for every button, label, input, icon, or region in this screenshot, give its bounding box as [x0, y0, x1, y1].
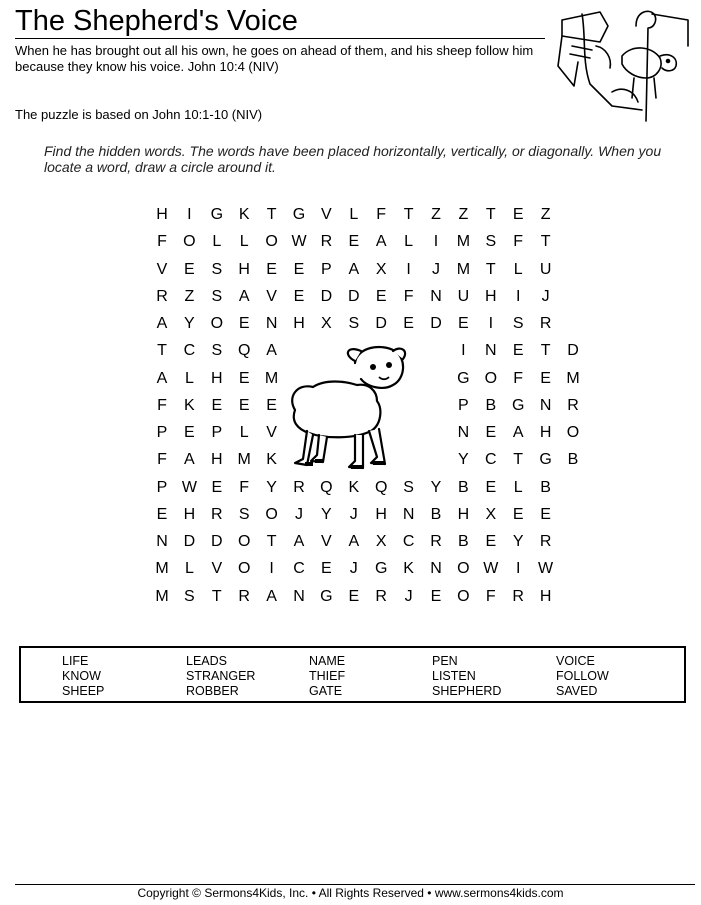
grid-letter[interactable]: P [156, 424, 168, 441]
grid-letter[interactable]: E [238, 369, 250, 387]
grid-letter[interactable]: I [488, 315, 494, 332]
grid-letter[interactable]: F [513, 233, 524, 251]
grid-letter[interactable]: R [211, 505, 223, 523]
grid-letter[interactable]: T [157, 342, 167, 360]
grid-letter[interactable]: D [183, 533, 196, 550]
grid-letter[interactable]: O [566, 424, 580, 441]
grid-letter[interactable]: Y [184, 315, 195, 332]
grid-letter[interactable]: L [239, 233, 249, 251]
grid-letter[interactable]: F [513, 369, 524, 387]
grid-letter[interactable]: P [156, 478, 168, 496]
grid-letter[interactable]: D [567, 342, 579, 360]
grid-letter[interactable]: O [457, 560, 470, 578]
word-list-item: SAVED [556, 684, 598, 698]
grid-letter[interactable]: M [456, 260, 471, 278]
grid-letter[interactable]: H [211, 451, 223, 469]
grid-letter[interactable]: H [156, 206, 168, 223]
grid-letter[interactable]: G [511, 396, 525, 414]
grid-letter[interactable]: S [485, 233, 497, 251]
grid-letter[interactable]: I [406, 260, 411, 278]
grid-letter[interactable]: M [237, 451, 251, 469]
grid-letter[interactable]: R [512, 587, 524, 605]
word-list-item: SHEPHERD [432, 684, 502, 698]
grid-letter[interactable]: O [183, 233, 196, 251]
grid-letter[interactable]: L [404, 233, 414, 251]
grid-letter[interactable]: B [430, 505, 442, 523]
grid-letter[interactable]: E [293, 260, 305, 278]
grid-letter[interactable]: B [458, 478, 469, 496]
word-list-item: SHEEP [62, 684, 105, 698]
grid-letter[interactable]: V [321, 533, 332, 550]
grid-letter[interactable]: O [237, 533, 251, 550]
grid-letter[interactable]: Y [430, 478, 442, 496]
grid-letter[interactable]: I [433, 233, 439, 251]
grid-letter[interactable]: A [348, 260, 360, 278]
grid-letter[interactable]: I [187, 206, 192, 223]
grid-letter[interactable]: V [266, 424, 277, 441]
grid-letter[interactable]: G [539, 451, 552, 469]
grid-letter[interactable]: N [457, 424, 470, 441]
grid-letter[interactable]: G [210, 206, 224, 223]
grid-letter[interactable]: N [430, 287, 442, 305]
grid-letter[interactable]: J [432, 260, 440, 278]
grid-letter[interactable]: A [156, 315, 168, 332]
grid-letter[interactable]: E [430, 587, 442, 605]
grid-letter[interactable]: Z [458, 206, 469, 223]
grid-letter[interactable]: F [403, 287, 414, 305]
grid-letter[interactable]: F [157, 396, 167, 414]
grid-letter[interactable]: O [210, 315, 224, 332]
grid-letter[interactable]: Y [321, 505, 332, 523]
grid-letter[interactable]: W [181, 478, 197, 496]
grid-letter[interactable]: C [485, 451, 497, 469]
grid-letter[interactable]: N [293, 587, 305, 605]
grid-letter[interactable]: O [265, 505, 278, 523]
grid-letter[interactable]: R [539, 315, 552, 332]
grid-letter[interactable]: N [430, 560, 442, 578]
grid-letter[interactable]: F [485, 587, 496, 605]
grid-letter[interactable]: E [238, 396, 250, 414]
grid-letter[interactable]: H [211, 369, 223, 387]
grid-letter[interactable]: R [567, 396, 579, 414]
grid-letter[interactable]: E [540, 505, 551, 523]
grid-letter[interactable]: T [540, 342, 551, 360]
grid-letter[interactable]: D [348, 287, 360, 305]
grid-letter[interactable]: R [320, 233, 333, 251]
grid-letter[interactable]: E [485, 478, 497, 496]
word-list-item: PEN [432, 654, 458, 668]
grid-letter[interactable]: L [212, 233, 222, 251]
grid-letter[interactable]: B [567, 451, 579, 469]
grid-letter[interactable]: H [457, 505, 470, 523]
grid-letter[interactable]: T [266, 533, 277, 550]
grid-letter[interactable]: L [513, 478, 523, 496]
grid-letter[interactable]: M [456, 233, 471, 251]
grid-letter[interactable]: G [374, 560, 388, 578]
grid-letter[interactable]: J [404, 587, 413, 605]
grid-letter[interactable]: E [458, 315, 469, 332]
page-title: The Shepherd's Voice [15, 5, 298, 37]
grid-letter[interactable]: J [541, 287, 550, 305]
grid-letter[interactable]: E [375, 287, 387, 305]
grid-letter[interactable]: O [265, 233, 278, 251]
grid-letter[interactable]: B [540, 478, 551, 496]
grid-letter[interactable]: F [376, 206, 387, 223]
word-list-item: STRANGER [186, 669, 256, 683]
word-list-item: GATE [309, 684, 343, 698]
grid-letter[interactable]: Y [512, 533, 524, 550]
grid-letter[interactable]: D [375, 315, 387, 332]
grid-letter[interactable]: Q [374, 478, 388, 496]
grid-letter[interactable]: J [295, 505, 303, 523]
grid-letter[interactable]: L [239, 424, 249, 441]
word-list-item: FOLLOW [556, 669, 609, 683]
grid-letter[interactable]: P [458, 396, 469, 414]
grid-letter[interactable]: R [375, 587, 387, 605]
grid-letter[interactable]: T [485, 206, 496, 223]
grid-letter[interactable]: X [375, 260, 387, 278]
grid-letter[interactable]: R [539, 533, 552, 550]
grid-letter[interactable]: S [211, 260, 223, 278]
grid-letter[interactable]: U [457, 287, 470, 305]
grid-letter[interactable]: O [237, 560, 251, 578]
grid-letter[interactable]: K [238, 206, 250, 223]
grid-letter[interactable]: L [513, 260, 523, 278]
grid-letter[interactable]: K [403, 560, 414, 578]
grid-letter[interactable]: T [266, 206, 277, 223]
grid-letter[interactable]: E [238, 315, 250, 332]
grid-letter[interactable]: Y [458, 451, 469, 469]
grid-letter[interactable]: E [184, 424, 195, 441]
instructions: Find the hidden words. The words have been placed horizontally, vertically, or diagonally. When you locate a word, draw a circle around it. [44, 143, 662, 175]
grid-letter[interactable]: V [156, 260, 168, 278]
word-list-item: LIFE [62, 654, 89, 668]
grid-letter[interactable]: E [266, 396, 277, 414]
grid-letter[interactable]: H [539, 587, 552, 605]
grid-letter[interactable]: E [321, 560, 332, 578]
grid-letter[interactable]: A [512, 424, 524, 441]
grid-letter[interactable]: Q [320, 478, 333, 496]
grid-letter[interactable]: G [292, 206, 306, 223]
grid-letter[interactable]: N [156, 533, 168, 550]
grid-letter[interactable]: Z [184, 287, 195, 305]
grid-letter[interactable]: K [266, 451, 277, 469]
grid-letter[interactable]: C [183, 342, 196, 360]
grid-letter[interactable]: E [348, 233, 360, 251]
grid-letter[interactable]: T [540, 233, 551, 251]
grid-letter[interactable]: H [293, 315, 305, 332]
grid-letter[interactable]: D [320, 287, 333, 305]
grid-letter[interactable]: R [238, 587, 250, 605]
grid-letter[interactable]: X [375, 533, 387, 550]
word-list-item: NAME [309, 654, 346, 668]
grid-letter[interactable]: P [211, 424, 223, 441]
grid-letter[interactable]: S [348, 315, 360, 332]
grid-letter[interactable]: H [539, 424, 552, 441]
grid-letter[interactable]: I [515, 287, 521, 305]
grid-letter[interactable]: A [266, 342, 277, 360]
grid-letter[interactable]: B [485, 396, 497, 414]
word-list-item: KNOW [62, 669, 101, 683]
grid-letter[interactable]: E [403, 315, 414, 332]
grid-letter[interactable]: L [184, 369, 194, 387]
grid-letter[interactable]: E [156, 505, 168, 523]
grid-letter[interactable]: H [375, 505, 387, 523]
word-list-item: LEADS [186, 654, 227, 668]
grid-letter[interactable]: M [155, 587, 169, 605]
word-list-item: ROBBER [186, 684, 239, 698]
grid-letter[interactable]: W [483, 560, 499, 578]
grid-letter[interactable]: S [403, 478, 414, 496]
grid-letter[interactable]: D [430, 315, 442, 332]
grid-letter[interactable]: S [238, 505, 250, 523]
grid-letter[interactable]: S [184, 587, 195, 605]
grid-letter[interactable]: U [539, 260, 552, 278]
word-list-box [19, 646, 686, 703]
grid-letter[interactable]: D [211, 533, 223, 550]
grid-letter[interactable]: A [293, 533, 305, 550]
footer-divider [15, 884, 695, 885]
grid-letter[interactable]: E [211, 478, 223, 496]
grid-letter[interactable]: H [485, 287, 497, 305]
grid-letter[interactable]: O [484, 369, 498, 387]
grid-letter[interactable]: E [512, 206, 524, 223]
grid-letter[interactable]: N [539, 396, 552, 414]
word-list-item: VOICE [556, 654, 595, 668]
grid-letter[interactable]: E [266, 260, 277, 278]
grid-letter[interactable]: O [457, 587, 470, 605]
grid-letter[interactable]: F [157, 233, 167, 251]
grid-letter[interactable]: N [265, 315, 278, 332]
grid-letter[interactable]: M [155, 560, 169, 578]
grid-letter[interactable]: E [293, 287, 305, 305]
grid-letter[interactable]: G [320, 587, 333, 605]
grid-letter[interactable]: E [512, 505, 524, 523]
grid-letter[interactable]: L [184, 560, 194, 578]
grid-letter[interactable]: A [238, 287, 250, 305]
grid-letter[interactable]: Y [266, 478, 277, 496]
grid-letter[interactable]: A [375, 233, 387, 251]
grid-letter[interactable]: R [293, 478, 305, 496]
grid-letter[interactable]: T [485, 260, 496, 278]
grid-letter[interactable]: E [211, 396, 223, 414]
grid-letter[interactable]: F [157, 451, 167, 469]
grid-letter[interactable]: C [293, 560, 305, 578]
grid-letter[interactable]: I [461, 342, 466, 360]
word-list-item: THIEF [309, 669, 346, 683]
grid-letter[interactable]: J [349, 505, 358, 523]
grid-letter[interactable]: W [538, 560, 554, 578]
grid-letter[interactable]: E [485, 533, 497, 550]
grid-letter[interactable]: T [211, 587, 222, 605]
grid-letter[interactable]: C [402, 533, 415, 550]
grid-letter[interactable]: I [269, 560, 274, 578]
grid-letter[interactable]: E [512, 342, 524, 360]
grid-letter[interactable]: V [211, 560, 223, 578]
grid-letter[interactable]: T [403, 206, 414, 223]
grid-letter[interactable]: A [156, 369, 168, 387]
grid-letter[interactable]: N [402, 505, 415, 523]
grid-letter[interactable]: A [348, 533, 360, 550]
grid-letter[interactable]: E [485, 424, 497, 441]
grid-letter[interactable]: L [349, 206, 359, 223]
grid-letter[interactable]: G [457, 369, 470, 387]
grid-letter[interactable]: H [183, 505, 196, 523]
grid-letter[interactable]: Z [540, 206, 551, 223]
grid-letter[interactable]: A [266, 587, 277, 605]
grid-letter[interactable]: B [458, 533, 469, 550]
grid-letter[interactable]: J [349, 560, 358, 578]
grid-letter[interactable]: X [485, 505, 497, 523]
grid-letter[interactable]: A [184, 451, 195, 469]
grid-letter[interactable]: S [512, 315, 524, 332]
grid-letter[interactable]: Q [237, 342, 251, 360]
word-list-item: LISTEN [432, 669, 476, 683]
grid-letter[interactable]: E [348, 587, 360, 605]
grid-letter[interactable]: F [239, 478, 250, 496]
grid-letter[interactable]: M [566, 369, 580, 387]
grid-letter[interactable]: N [485, 342, 497, 360]
grid-letter[interactable]: M [264, 369, 279, 387]
grid-letter[interactable]: X [321, 315, 332, 332]
grid-letter[interactable]: K [184, 396, 195, 414]
copyright-notice: Copyright © Sermons4Kids, Inc. • All Rights Reserved • www.sermons4kids.com [137, 886, 564, 900]
grid-letter[interactable]: Z [431, 206, 441, 223]
grid-letter[interactable]: E [184, 260, 195, 278]
grid-letter[interactable]: K [348, 478, 360, 496]
grid-letter[interactable]: S [211, 287, 223, 305]
grid-letter[interactable]: T [513, 451, 524, 469]
grid-letter[interactable]: E [540, 369, 551, 387]
grid-letter[interactable]: V [321, 206, 332, 223]
grid-letter[interactable]: V [266, 287, 277, 305]
grid-letter[interactable]: R [156, 287, 168, 305]
grid-letter[interactable]: W [291, 233, 307, 251]
grid-letter[interactable]: P [321, 260, 332, 278]
grid-letter[interactable]: R [430, 533, 442, 550]
grid-letter[interactable]: I [515, 560, 521, 578]
grid-letter[interactable]: S [211, 342, 223, 360]
puzzle-basis: The puzzle is based on John 10:1-10 (NIV) [15, 107, 263, 122]
bible-verse: When he has brought out all his own, he goes on ahead of them, and his sheep follow him because they know his voice. John 10:4 (NIV) [15, 43, 534, 74]
grid-letter[interactable]: H [238, 260, 250, 278]
